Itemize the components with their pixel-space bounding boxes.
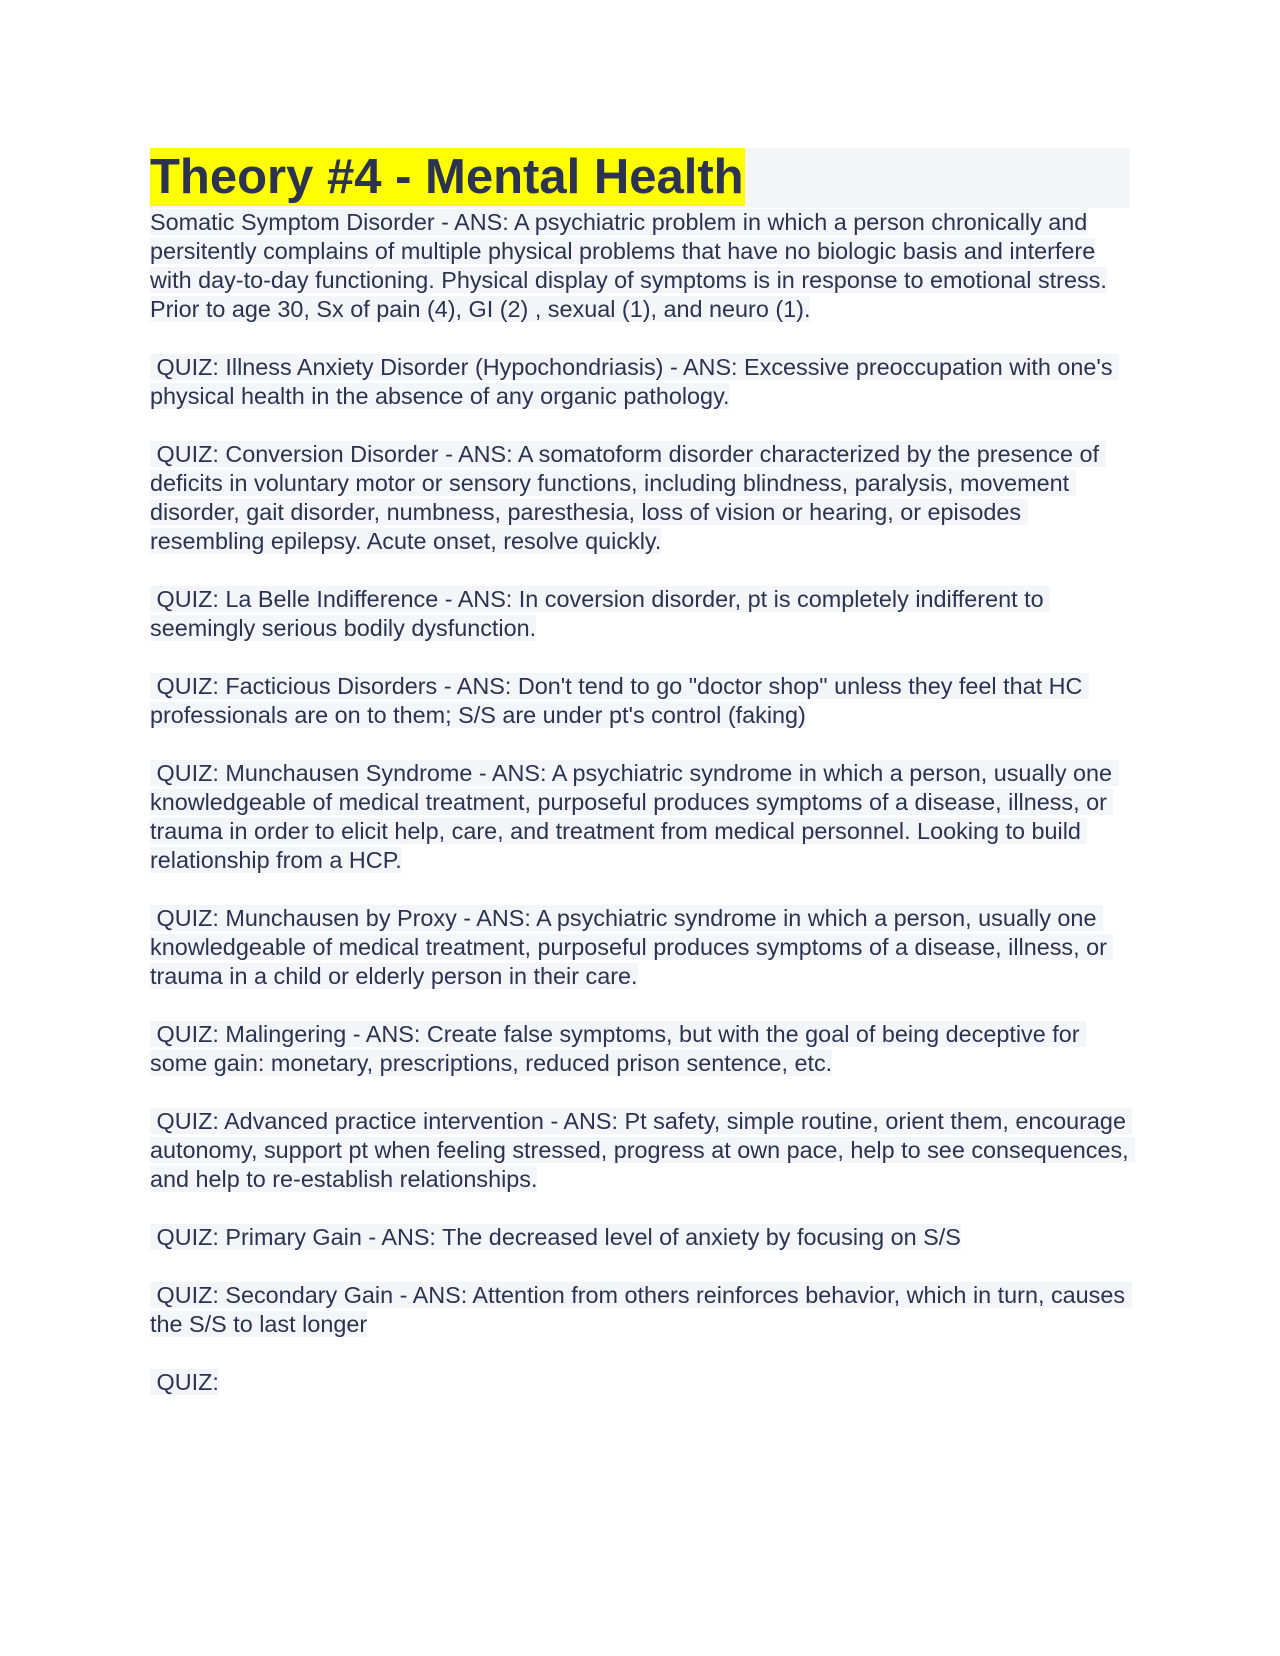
entry <box>150 353 1135 411</box>
entry <box>150 585 1135 643</box>
entry-text: Somatic Symptom Disorder - ANS: A psychiatric problem in which a person chronically and persitently complains of multiple physical problems that have no biologic basis and interfere with day-to-day functioning. Physical display of symptoms is in response to emotional stress. Prior to age 30, Sx of pain (4), GI (2) , sexual (1), and neuro (1). <box>150 209 1107 322</box>
entry-text: QUIZ: Secondary Gain - ANS: Attention from others reinforces behavior, which in turn, causes the S/S to last longer <box>150 1282 1132 1337</box>
entry <box>150 440 1135 556</box>
entry <box>150 208 1135 324</box>
entry-text: QUIZ: <box>150 1369 219 1395</box>
entry <box>150 672 1135 730</box>
title-row <box>150 148 1130 208</box>
entry-text: QUIZ: Munchausen by Proxy - ANS: A psychiatric syndrome in which a person, usually one knowledgeable of medical treatment, purposeful produces symptoms of a disease, illness, or trauma in a child or elderly person in their care. <box>150 905 1114 989</box>
entry-text: QUIZ: Conversion Disorder - ANS: A somatoform disorder characterized by the presence of deficits in voluntary motor or sensory functions, including blindness, paralysis, movement disorder, gait disorder, numbness, paresthesia, loss of vision or hearing, or episodes resembling epilepsy. Acute onset, resolve quickly. <box>150 441 1106 554</box>
entry-text: QUIZ: La Belle Indifference - ANS: In coversion disorder, pt is completely indifferent to seemingly serious bodily dysfunction. <box>150 586 1051 641</box>
entry <box>150 1281 1135 1339</box>
document-page <box>150 148 1136 1426</box>
entry <box>150 759 1135 875</box>
entry-text: QUIZ: Munchausen Syndrome - ANS: A psychiatric syndrome in which a person, usually one knowledgeable of medical treatment, purposeful produces symptoms of a disease, illness, or trauma in order to elicit help, care, and treatment from medical personnel. Looking to build relationship from a HCP. <box>150 760 1119 873</box>
entry-text: QUIZ: Facticious Disorders - ANS: Don't tend to go "doctor shop" unless they feel that HC professionals are on to them; S/S are under pt's control (faking) <box>150 673 1089 728</box>
entry <box>150 1368 1135 1397</box>
entry-text: QUIZ: Illness Anxiety Disorder (Hypochondriasis) - ANS: Excessive preoccupation with one's physical health in the absence of any organic pathology. <box>150 354 1120 409</box>
entry-text: QUIZ: Advanced practice intervention - ANS: Pt safety, simple routine, orient them, encourage autonomy, support pt when feeling stressed, progress at own pace, help to see consequences, and help to re-establish relationships. <box>150 1108 1136 1192</box>
entry <box>150 1223 1135 1252</box>
entry-text: QUIZ: Malingering - ANS: Create false symptoms, but with the goal of being deceptive for some gain: monetary, prescriptions, reduced prison sentence, etc. <box>150 1021 1087 1076</box>
entry <box>150 1020 1135 1078</box>
entry <box>150 1107 1135 1194</box>
entry-text: QUIZ: Primary Gain - ANS: The decreased level of anxiety by focusing on S/S <box>150 1224 961 1250</box>
entry <box>150 904 1135 991</box>
page-title: Theory #4 - Mental Health <box>150 150 744 204</box>
entry-list <box>150 208 1136 1397</box>
